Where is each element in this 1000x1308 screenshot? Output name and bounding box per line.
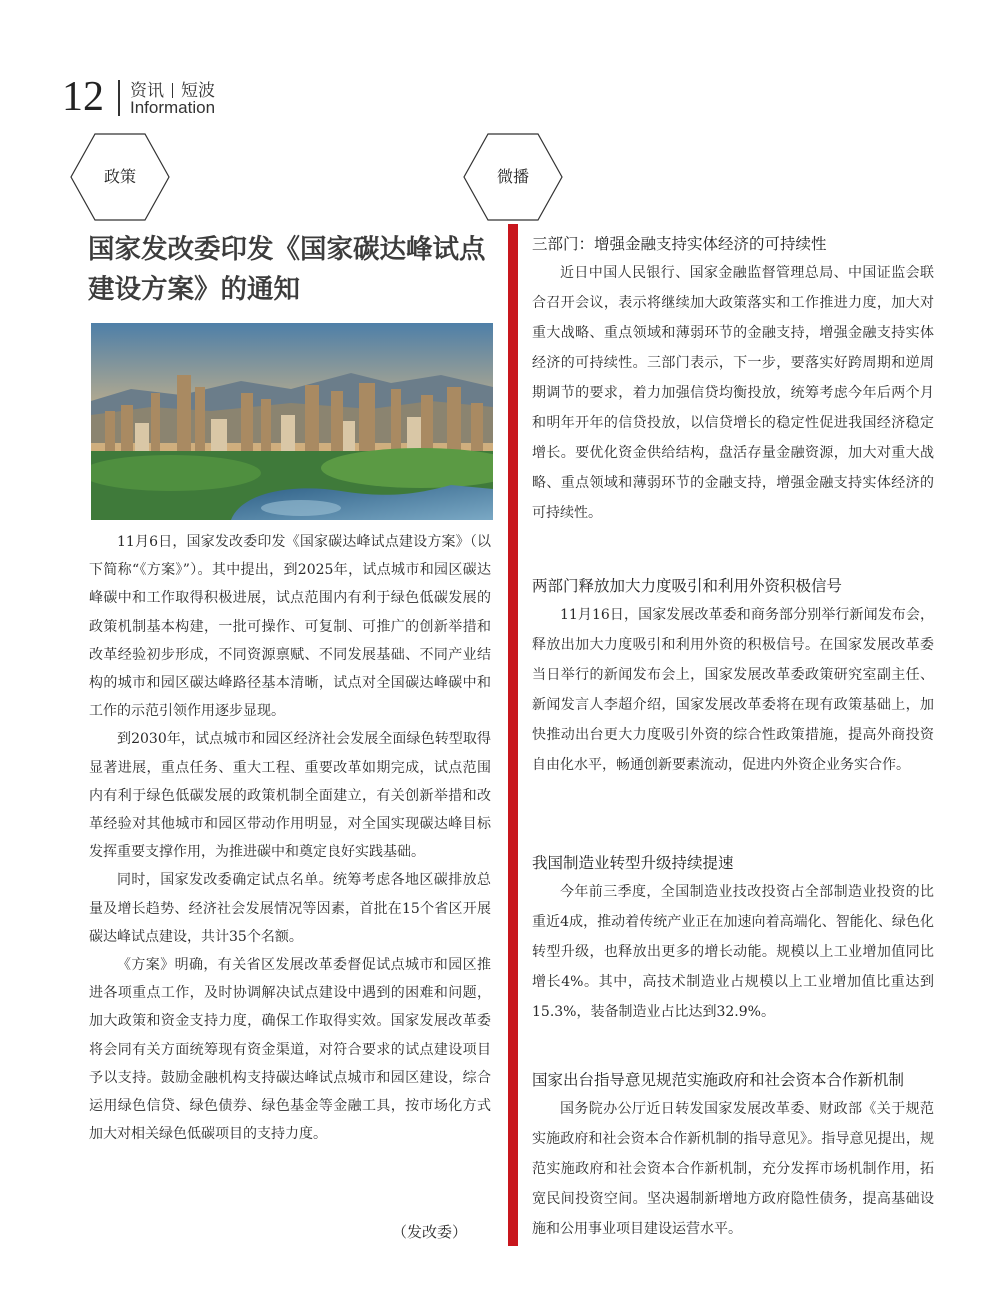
news-body: 近日中国人民银行、国家金融监督管理总局、中国证监会联合召开会议，表示将继续加大政策落实和工作推进力度，加大对重大战略、重点领域和薄弱环节的金融支持，增强金融支持实体经济的可持续性。三部门表示，下一步，要落实好跨周期和逆周期调节的要求，着力加强信贷均衡投放，统筹考虑今年后两个月和明年开年的信贷投放，以信贷增长的稳定性促进我国经济稳定增长。要优化资金供给结构，盘活存量金融资源，加大对重大战略、重点领域和薄弱环节的金融支持，增强金融支持实体经济的可持续性。 — [532, 265, 934, 521]
section-separator — [172, 83, 173, 98]
tag-policy-label: 政策 — [103, 167, 136, 186]
news-body: 11月16日，国家发展改革委和商务部分别举行新闻发布会，释放出加大力度吸引和利用外资的积极信号。在国家发展改革委当日举行的新闻发布会上，国家发展改革委政策研究室副主任、新闻发言人李超介绍，国家发展改革委将在现有政策基础上，加快推动出台更大力度吸引外资的综合性政策措施，提高外商投资自由化水平，畅通创新要素流动，促进内外资企业务实合作。 — [532, 607, 934, 773]
article-paragraph: 《方案》明确，有关省区发展改革委督促试点城市和园区推进各项重点工作，及时协调解决试点建设中遇到的困难和问题，加大政策和资金支持力度，确保工作取得实效。国家发展改革委将会同有关方面统筹现有资金渠道，对符合要求的试点建设项目予以支持。鼓励金融机构支持碳达峰试点城市和园区建设，综合运用绿色信贷、绿色债券、绿色基金等金融工具，按市场化方式加大对相关绿色低碳项目的支持力度。 — [89, 957, 491, 1143]
news-title: 国家出台指导意见规范实施政府和社会资本合作新机制 — [532, 1071, 905, 1089]
section-label-1: 资讯 — [130, 81, 164, 101]
page-number: 12 — [62, 74, 104, 120]
tag-broadcast-label: 微播 — [496, 167, 529, 186]
news-title: 三部门：增强金融支持实体经济的可持续性 — [532, 235, 827, 253]
news-item — [532, 230, 934, 528]
section-label-en: Information — [130, 98, 216, 117]
tag-broadcast — [463, 133, 563, 221]
article-title: 国家发改委印发《国家碳达峰试点建设方案》的通知 — [88, 234, 486, 305]
news-body: 今年前三季度，全国制造业技改投资占全部制造业投资的比重近4成，推动着传统产业正在加速向着高端化、智能化、绿色化转型升级，也释放出更多的增长动能。规模以上工业增加值同比增长4%。其中，高技术制造业占规模以上工业增加值比重达到15.3%，装备制造业占比达到32.9%。 — [532, 884, 934, 1020]
news-item — [532, 849, 934, 1027]
tag-policy — [70, 133, 170, 221]
news-item — [532, 1066, 934, 1244]
header-divider — [118, 80, 120, 116]
city-photo-illustration — [91, 323, 493, 520]
article-paragraph: 同时，国家发改委确定试点名单。统筹考虑各地区碳排放总量及增长趋势、经济社会发展情况等因素，首批在15个省区开展碳达峰试点建设，共计35个名额。 — [89, 872, 491, 945]
section-label-2: 短波 — [181, 81, 215, 101]
article-paragraph: 11月6日，国家发改委印发《国家碳达峰试点建设方案》（以下简称“《方案》”）。其中提出，到2025年，试点城市和园区碳达峰碳中和工作取得积极进展，试点范围内有利于绿色低碳发展的政策机制基本构建，一批可操作、可复制、可推广的创新举措和改革经验初步形成，不同资源禀赋、不同发展基础、不同产业结构的城市和园区碳达峰路径基本清晰，试点对全国碳达峰碳中和工作的示范引领作用逐步显现。 — [89, 534, 491, 720]
news-item — [532, 572, 934, 780]
news-title: 两部门释放加大力度吸引和利用外资积极信号 — [532, 577, 843, 595]
news-body: 国务院办公厅近日转发国家发展改革委、财政部《关于规范实施政府和社会资本合作新机制的指导意见》。指导意见提出，规范实施政府和社会资本合作新机制，充分发挥市场机制作用，拓宽民间投资空间。坚决遏制新增地方政府隐性债务，提高基础设施和公用事业项目建设运营水平。 — [532, 1101, 934, 1237]
article-source: （发改委） — [392, 1223, 468, 1241]
city-photo — [91, 323, 493, 520]
column-divider — [508, 224, 518, 1246]
news-title: 我国制造业转型升级持续提速 — [532, 854, 734, 872]
article-body — [89, 528, 491, 1148]
article-paragraph: 到2030年，试点城市和园区经济社会发展全面绿色转型取得显著进展，重点任务、重大工程、重要改革如期完成，试点范围内有利于绿色低碳发展的政策机制全面建立，有关创新举措和改革经验对其他城市和园区带动作用明显，对全国实现碳达峰目标发挥重要支撑作用，为推进碳中和奠定良好实践基础。 — [89, 731, 491, 861]
